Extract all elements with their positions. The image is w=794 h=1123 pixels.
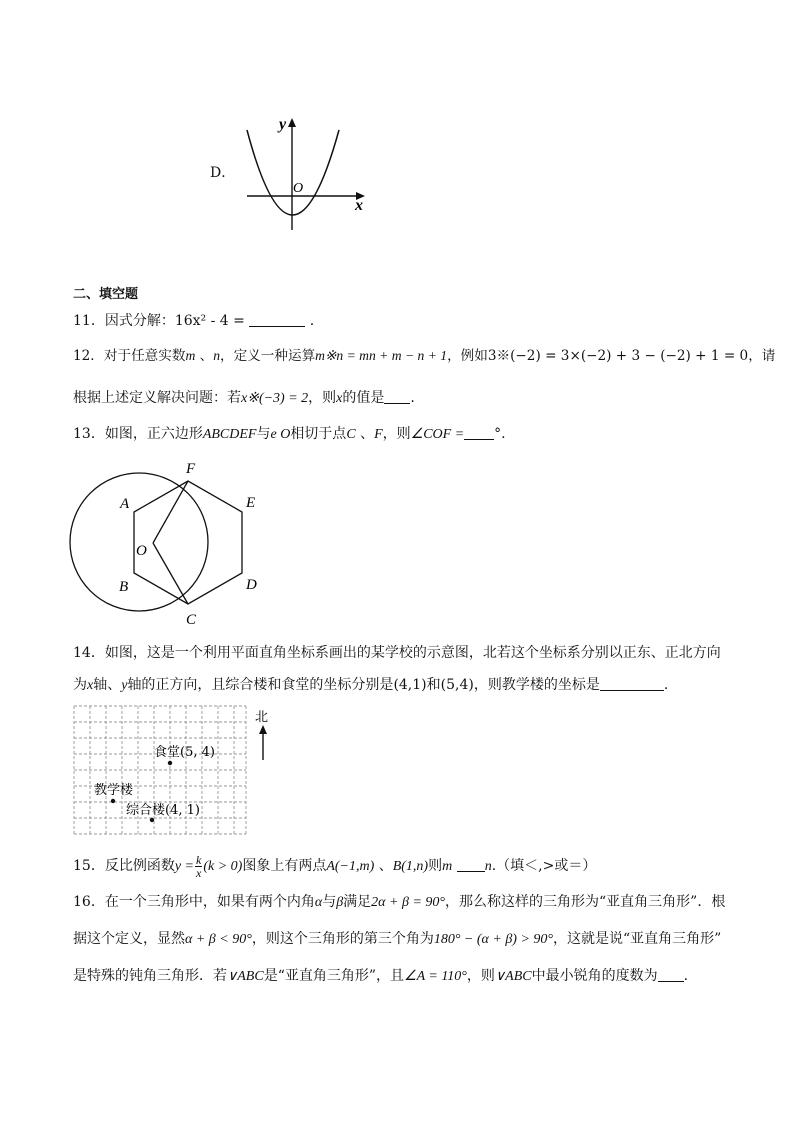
teaching-building-label: 教学楼 xyxy=(94,783,134,798)
q14-var-x: x xyxy=(87,678,94,693)
parabola-graph xyxy=(235,110,375,235)
q14-line-1: 14．如图，这是一个利用平面直角坐标系画出的某学校的示意图，北若这个坐标系分别以正东、正北方向 xyxy=(73,645,721,661)
q15-point-b: B(1,n) xyxy=(392,859,429,874)
label-f: F xyxy=(186,461,196,477)
north-arrow-icon xyxy=(259,725,267,734)
q15-condition: (k > 0) xyxy=(203,859,243,874)
label-a: A xyxy=(120,496,130,512)
q12-text-g: 的值是 xyxy=(342,390,385,406)
school-map-figure xyxy=(70,700,280,842)
q11-answer-blank[interactable] xyxy=(249,312,305,327)
q13-angle: ∠COF = xyxy=(410,427,465,442)
q16-tail: . xyxy=(683,968,689,984)
q12-condition: x※(−3) = 2 xyxy=(241,391,309,406)
q16-text-e: 据这个定义，显然 xyxy=(73,931,185,947)
q15-line xyxy=(73,851,596,882)
q15-text-a: 15．反比例函数 xyxy=(73,858,175,874)
hexagon-circle-figure xyxy=(65,455,280,630)
q15-fraction xyxy=(195,854,202,879)
q13-text-e: ，则 xyxy=(382,426,411,442)
q14-text-e: ，则教学楼的坐标是 xyxy=(473,677,600,693)
q16-text-g: ，这就是说“亚直角三角形” xyxy=(553,931,722,947)
regular-hexagon xyxy=(134,481,242,604)
q16-line-1 xyxy=(73,892,725,913)
q12-tail: . xyxy=(410,390,415,406)
q15-point-a: A(−1,m) xyxy=(326,859,375,874)
q14-text-c: 轴的正方向，且综合楼和食堂的坐标分别是 xyxy=(127,677,394,693)
q12-text-e: 根据上述定义解决问题：若 xyxy=(73,390,241,406)
q16-eq-1: 2α + β = 90° xyxy=(371,895,445,910)
q16-text-d: ，那么称这样的三角形为“亚直角三角形”．根 xyxy=(445,894,726,910)
q15-sep: 、 xyxy=(374,858,393,874)
label-c: C xyxy=(186,612,197,628)
q16-text-k: 中最小锐角的度数为 xyxy=(531,968,658,984)
q12-var-m: m xyxy=(185,348,196,363)
q12-text-f: ，则 xyxy=(308,390,337,406)
q12-line-1 xyxy=(73,346,775,366)
q12-operation: m※n = mn + m − n + 1 xyxy=(315,348,448,363)
q11-line xyxy=(73,311,314,331)
q12-line-2 xyxy=(73,388,415,409)
q16-text-f: ，则这个三角形的第三个角为 xyxy=(251,931,434,947)
label-b: B xyxy=(119,579,129,595)
q15-answer-blank[interactable] xyxy=(457,857,485,872)
complex-building-point xyxy=(150,818,154,822)
q12-text-d: ，请 xyxy=(748,348,776,364)
q14-text-b: 轴、 xyxy=(93,677,122,693)
q16-text-h: 是特殊的钝角三角形．若 xyxy=(73,968,227,984)
q16-text-j: ，则 xyxy=(466,968,495,984)
q13-line xyxy=(73,424,506,445)
q14-line-2 xyxy=(73,675,668,696)
q16-answer-blank[interactable] xyxy=(658,967,684,982)
q12-text-c: ，例如 xyxy=(447,348,488,364)
q15-var-m: m xyxy=(442,859,453,874)
q15-text-d: .（填＜,>或＝） xyxy=(491,858,597,874)
q15-text-c: 则 xyxy=(428,858,443,874)
q12-answer-blank[interactable] xyxy=(384,389,410,404)
canteen-label: 食堂(5, 4) xyxy=(154,745,215,760)
canteen-point xyxy=(168,761,172,765)
q13-text-b: 与 xyxy=(256,426,271,442)
q16-text-a: 16．在一个三角形中，如果有两个内角 xyxy=(73,894,315,910)
q12-text-a: 12．对于任意实数 xyxy=(73,348,186,364)
q16-beta: β xyxy=(336,895,344,910)
origin-label: O xyxy=(293,181,304,196)
q15-text-b: 图象上有两点 xyxy=(242,858,327,874)
q16-text-c: 满足 xyxy=(343,894,372,910)
q15-numerator: k xyxy=(196,852,202,867)
x-axis-label: x xyxy=(355,197,363,214)
circle-o xyxy=(70,473,208,611)
q14-var-y: y xyxy=(121,678,128,693)
q14-answer-blank[interactable] xyxy=(600,676,664,691)
q16-text-i: 是“亚直角三角形”，且 xyxy=(263,968,405,984)
q15-var-n: n xyxy=(484,859,492,874)
q14-text-d: 和 xyxy=(426,677,441,693)
q14-coord-1: (4,1) xyxy=(393,677,427,693)
q13-point-c: C xyxy=(346,427,356,442)
y-axis-label: y xyxy=(279,116,287,133)
q13-text-c: 相切于点 xyxy=(290,426,347,442)
q16-triangle-1: ∨ABC xyxy=(227,969,264,984)
q12-example: 3※(−2) = 3×(−2) + 3 − (−2) + 1 = 0 xyxy=(487,348,749,364)
q14-text-a: 为 xyxy=(73,677,87,693)
q14-coord-2: (5,4) xyxy=(440,677,474,693)
q10-option-label: D． xyxy=(210,165,236,181)
q13-text-a: 13．如图，正六边形 xyxy=(73,426,203,442)
q13-circle: e O xyxy=(270,427,291,442)
q12-var-x: x xyxy=(336,391,343,406)
label-e: E xyxy=(246,495,256,511)
q16-text-b: 与 xyxy=(322,894,337,910)
q15-y-eq: y = xyxy=(174,859,194,874)
q16-line-3 xyxy=(73,966,688,987)
q16-eq-4: ∠A = 110° xyxy=(404,969,467,984)
parabola-curve xyxy=(247,130,339,215)
q13-text-d: 、 xyxy=(355,426,375,442)
segment-oc xyxy=(153,543,188,604)
q11-text: 11．因式分解：16x² - 4 = xyxy=(73,313,245,329)
q15-denominator: x xyxy=(196,865,202,880)
q12-var-n: n xyxy=(213,348,221,363)
q13-tail: °. xyxy=(494,426,506,442)
label-o: O xyxy=(136,543,147,559)
q11-tail: . xyxy=(309,313,315,329)
q16-alpha: α xyxy=(314,895,323,910)
q12-sep: 、 xyxy=(195,348,214,364)
q12-text-b: ，定义一种运算 xyxy=(220,348,316,364)
y-axis-arrow xyxy=(288,118,296,127)
teaching-building-point xyxy=(111,799,115,803)
q16-eq-2: α + β < 90° xyxy=(185,932,252,947)
section-title: 二、填空题 xyxy=(73,287,139,302)
q13-hexagon: ABCDEF xyxy=(202,427,257,442)
q13-point-f: F xyxy=(374,427,383,442)
q14-tail: . xyxy=(663,677,669,693)
label-d: D xyxy=(246,577,257,593)
north-label: 北 xyxy=(255,710,269,725)
q16-triangle-2: ∨ABC xyxy=(494,969,532,984)
q16-line-2 xyxy=(73,929,721,950)
q13-answer-blank[interactable] xyxy=(464,425,494,440)
complex-building-label: 综合楼(4, 1) xyxy=(126,803,200,818)
q16-eq-3: 180° − (α + β) > 90° xyxy=(433,932,554,947)
